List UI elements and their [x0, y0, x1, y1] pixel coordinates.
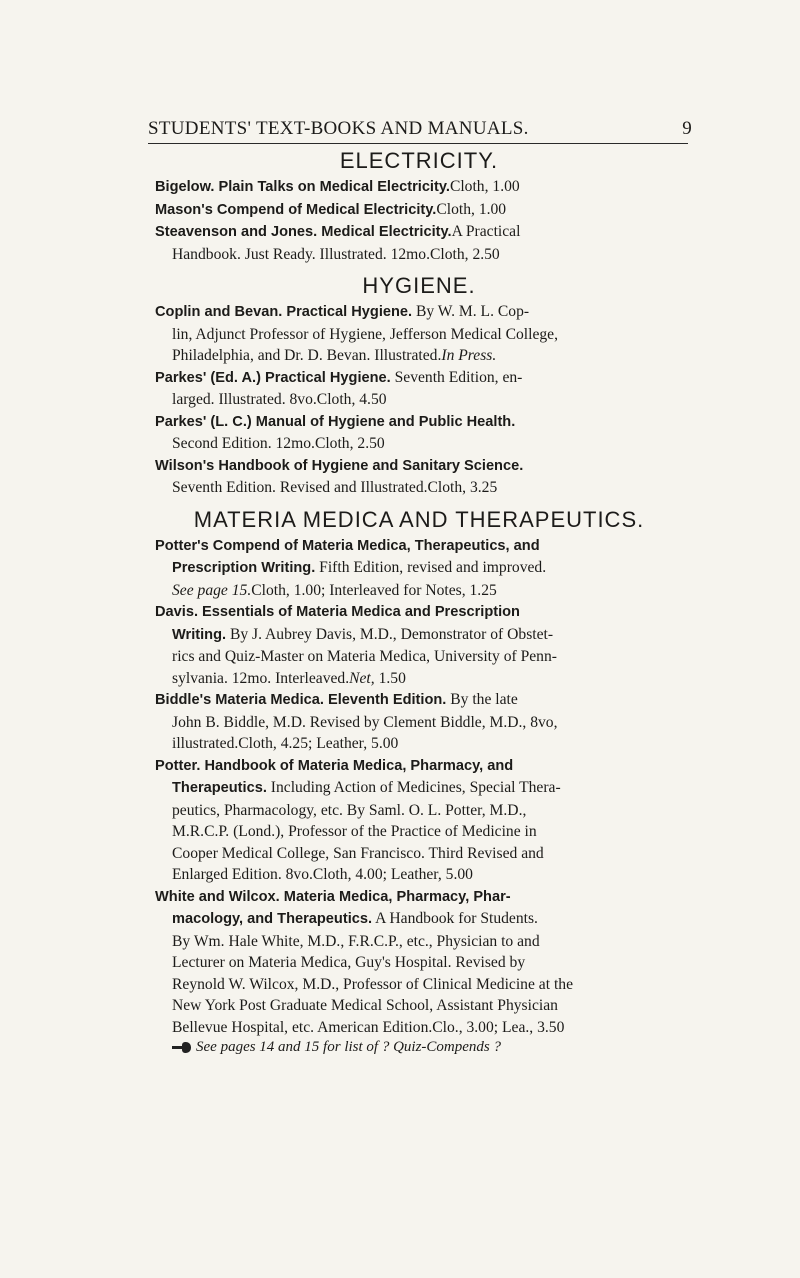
- book-title: White and Wilcox. Materia Medica, Pharmacy, Phar-: [155, 888, 511, 905]
- description-text: Cooper Medical College, San Francisco. Third Revised and: [172, 844, 544, 862]
- book-entry: [155, 176, 683, 199]
- entry-line: [155, 455, 683, 478]
- header-rule: [148, 143, 688, 144]
- entry-line: [155, 908, 683, 931]
- description-text: peutics, Pharmacology, etc. By Saml. O. L. Potter, M.D.,: [172, 801, 527, 819]
- description-text: illustrated.: [172, 735, 239, 752]
- entry-line: [155, 864, 683, 886]
- description-text: Bellevue Hospital, etc. American Edition.: [172, 1018, 433, 1036]
- description-text: sylvania. 12mo. Interleaved.: [172, 669, 350, 687]
- price: Cloth, 4.25; Leather, 5.00: [238, 735, 399, 752]
- book-entry: [155, 367, 683, 411]
- entry-text: [172, 954, 525, 971]
- book-title: Davis. Essentials of Materia Medica and Prescription: [155, 604, 520, 620]
- entry-line: [155, 176, 683, 199]
- book-title: Parkes' (Ed. A.) Practical Hygiene.: [155, 369, 391, 386]
- entry-text: [172, 391, 317, 408]
- entry-line: [155, 301, 683, 324]
- book-entry: [155, 755, 683, 886]
- price: A Practical: [451, 223, 521, 240]
- entry-line: [155, 199, 683, 222]
- entry-text: [155, 201, 436, 218]
- entry-text: [155, 757, 513, 774]
- entry-line: [155, 244, 683, 266]
- entry-line: [155, 345, 683, 367]
- section-heading: MATERIA MEDICA AND THERAPEUTICS.: [193, 506, 645, 532]
- description-text: Second Edition. 12mo.: [172, 435, 315, 452]
- pointing-hand-icon: [172, 1042, 192, 1053]
- entry-line: [155, 411, 683, 434]
- price: Clo., 3.00; Lea., 3.50: [432, 1018, 565, 1036]
- description-text: rics and Quiz-Master on Materia Medica, University of Penn-: [172, 648, 557, 665]
- book-title: Therapeutics.: [172, 780, 267, 796]
- book-entry: [155, 689, 683, 755]
- entry-text: [155, 303, 529, 320]
- entry-text: [172, 479, 428, 496]
- book-entry: [155, 199, 683, 222]
- price: In Press.: [441, 347, 497, 364]
- entry-text: [172, 670, 349, 687]
- entry-text: [155, 603, 520, 620]
- book-title: Writing.: [172, 626, 227, 643]
- entry-line: [155, 668, 683, 690]
- price: Net, 1.50: [349, 669, 406, 687]
- entry-text: [172, 910, 538, 927]
- entry-line: [155, 689, 683, 712]
- description-text: By Wm. Hale White, M.D., F.R.C.P., etc., Physician to and: [172, 932, 540, 950]
- price: Cloth, 1.00: [449, 178, 520, 195]
- entry-text: [155, 369, 522, 386]
- book-title: Biddle's Materia Medica. Eleventh Edition.: [155, 692, 447, 708]
- description-text: Enlarged Edition. 8vo.: [172, 866, 313, 883]
- entry-line: [155, 800, 683, 822]
- book-title: Mason's Compend of Medical Electricity.: [155, 201, 437, 218]
- entry-text: [172, 802, 526, 819]
- entry-line: [155, 557, 683, 580]
- description-text: By W. M. L. Cop-: [412, 303, 530, 320]
- book-title: Parkes' (L. C.) Manual of Hygiene and Public Health.: [155, 413, 516, 430]
- entry-line: [155, 931, 683, 953]
- entry-line: [155, 1017, 683, 1039]
- entry-line: [155, 535, 683, 558]
- book-title: Bigelow. Plain Talks on Medical Electricity.: [155, 179, 450, 195]
- description-text: Including Action of Medicines, Special Thera-: [266, 779, 561, 796]
- section-heading: HYGIENE.: [362, 273, 476, 298]
- entry-text: [172, 582, 251, 599]
- price: Cloth, 4.00; Leather, 5.00: [312, 866, 473, 883]
- entry-line: [155, 712, 683, 734]
- book-entry: [155, 411, 683, 455]
- description-text: New York Post Graduate Medical School, Assistant Physician: [172, 997, 558, 1014]
- book-title: Potter's Compend of Materia Medica, Therapeutics, and: [155, 537, 540, 554]
- footnote: [155, 1039, 683, 1056]
- book-entry: [155, 455, 683, 499]
- entry-line: [155, 755, 683, 778]
- entry-line: [155, 389, 683, 411]
- book-entry: [155, 601, 683, 689]
- entry-text: [172, 714, 558, 731]
- entry-line: [155, 646, 683, 668]
- entry-text: [172, 326, 558, 343]
- book-entry: [155, 301, 683, 367]
- book-title: Wilson's Handbook of Hygiene and Sanitary Science.: [155, 457, 524, 474]
- entry-line: [155, 886, 683, 909]
- description-text: Lecturer on Materia Medica, Guy's Hospital. Revised by: [172, 954, 526, 971]
- description-text: Fifth Edition, revised and improved.: [315, 559, 547, 576]
- running-head: [148, 118, 692, 140]
- description-text: lin, Adjunct Professor of Hygiene, Jefferson Medical College,: [172, 325, 559, 343]
- entry-text: [172, 866, 313, 883]
- entry-line: [155, 433, 683, 455]
- entry-line: [155, 324, 683, 346]
- entry-line: [155, 952, 683, 974]
- book-entry: [155, 886, 683, 1039]
- price: Cloth, 1.00; Interleaved for Notes, 1.25: [251, 581, 497, 599]
- entry-text: [155, 178, 450, 195]
- entry-line: [155, 367, 683, 390]
- entry-line: [155, 221, 683, 244]
- page-number: 9: [682, 118, 692, 139]
- entry-text: [172, 1019, 432, 1036]
- price: Cloth, 3.25: [427, 479, 498, 496]
- entry-line: [155, 580, 683, 602]
- catalog-content: [155, 146, 683, 1056]
- book-title: macology, and Therapeutics.: [172, 911, 373, 927]
- entry-text: [172, 246, 430, 263]
- entry-text: [172, 347, 441, 364]
- description-text: Handbook. Just Ready. Illustrated. 12mo.: [172, 245, 430, 263]
- entry-line: [155, 601, 683, 624]
- entry-line: [155, 995, 683, 1017]
- description-text: Seventh Edition. Revised and Illustrated.: [172, 479, 428, 496]
- entry-text: [172, 435, 315, 452]
- entry-text: [172, 997, 558, 1014]
- entry-text: [172, 735, 238, 752]
- entry-text: [172, 626, 553, 643]
- description-text: A Handbook for Students.: [372, 910, 538, 927]
- description-text: By J. Aubrey Davis, M.D., Demonstrator of Obstet-: [226, 625, 554, 643]
- entry-line: [155, 821, 683, 843]
- entry-text: [172, 559, 546, 576]
- entry-text: [155, 223, 452, 240]
- entry-text: [155, 888, 511, 905]
- description-text: Philadelphia, and Dr. D. Bevan. Illustrated.: [172, 347, 442, 364]
- entry-text: [172, 648, 557, 665]
- price: Cloth, 2.50: [314, 435, 385, 452]
- running-head-title: STUDENTS' TEXT-BOOKS AND MANUALS.: [148, 118, 529, 139]
- price: Cloth, 1.00: [436, 200, 507, 218]
- entry-text: [155, 537, 540, 554]
- entry-text: [172, 976, 573, 993]
- entry-line: [155, 477, 683, 499]
- entry-line: [155, 974, 683, 996]
- entry-text: [172, 779, 561, 796]
- price: Cloth, 2.50: [429, 245, 500, 263]
- book-title: Coplin and Bevan. Practical Hygiene.: [155, 304, 413, 320]
- entry-text: [172, 933, 540, 950]
- book-entry: [155, 535, 683, 602]
- description-text: By the late: [446, 691, 518, 708]
- description-text: Reynold W. Wilcox, M.D., Professor of Clinical Medicine at the: [172, 975, 573, 993]
- entry-text: [155, 413, 515, 430]
- price: Cloth, 4.50: [316, 391, 387, 408]
- footnote-text: See pages 14 and 15 for list of ? Quiz-Compends ?: [196, 1039, 501, 1055]
- description-text: larged. Illustrated. 8vo.: [172, 391, 317, 408]
- book-title: Steavenson and Jones. Medical Electricity.: [155, 224, 452, 240]
- cross-reference: See page 15.: [172, 581, 252, 599]
- entry-text: [155, 457, 523, 474]
- entry-line: [155, 843, 683, 865]
- section-heading: ELECTRICITY.: [339, 148, 499, 173]
- entry-text: [172, 845, 544, 862]
- entry-text: [155, 691, 518, 708]
- description-text: M.R.C.P. (Lond.), Professor of the Practice of Medicine in: [172, 823, 537, 840]
- description-text: John B. Biddle, M.D. Revised by Clement Biddle, M.D., 8vo,: [172, 713, 558, 731]
- description-text: Seventh Edition, en-: [390, 368, 523, 386]
- entry-line: [155, 777, 683, 800]
- book-title: Prescription Writing.: [172, 560, 316, 576]
- entry-line: [155, 624, 683, 647]
- book-entry: [155, 221, 683, 265]
- entry-text: [172, 823, 537, 840]
- book-title: Potter. Handbook of Materia Medica, Pharmacy, and: [155, 757, 514, 774]
- entry-line: [155, 733, 683, 755]
